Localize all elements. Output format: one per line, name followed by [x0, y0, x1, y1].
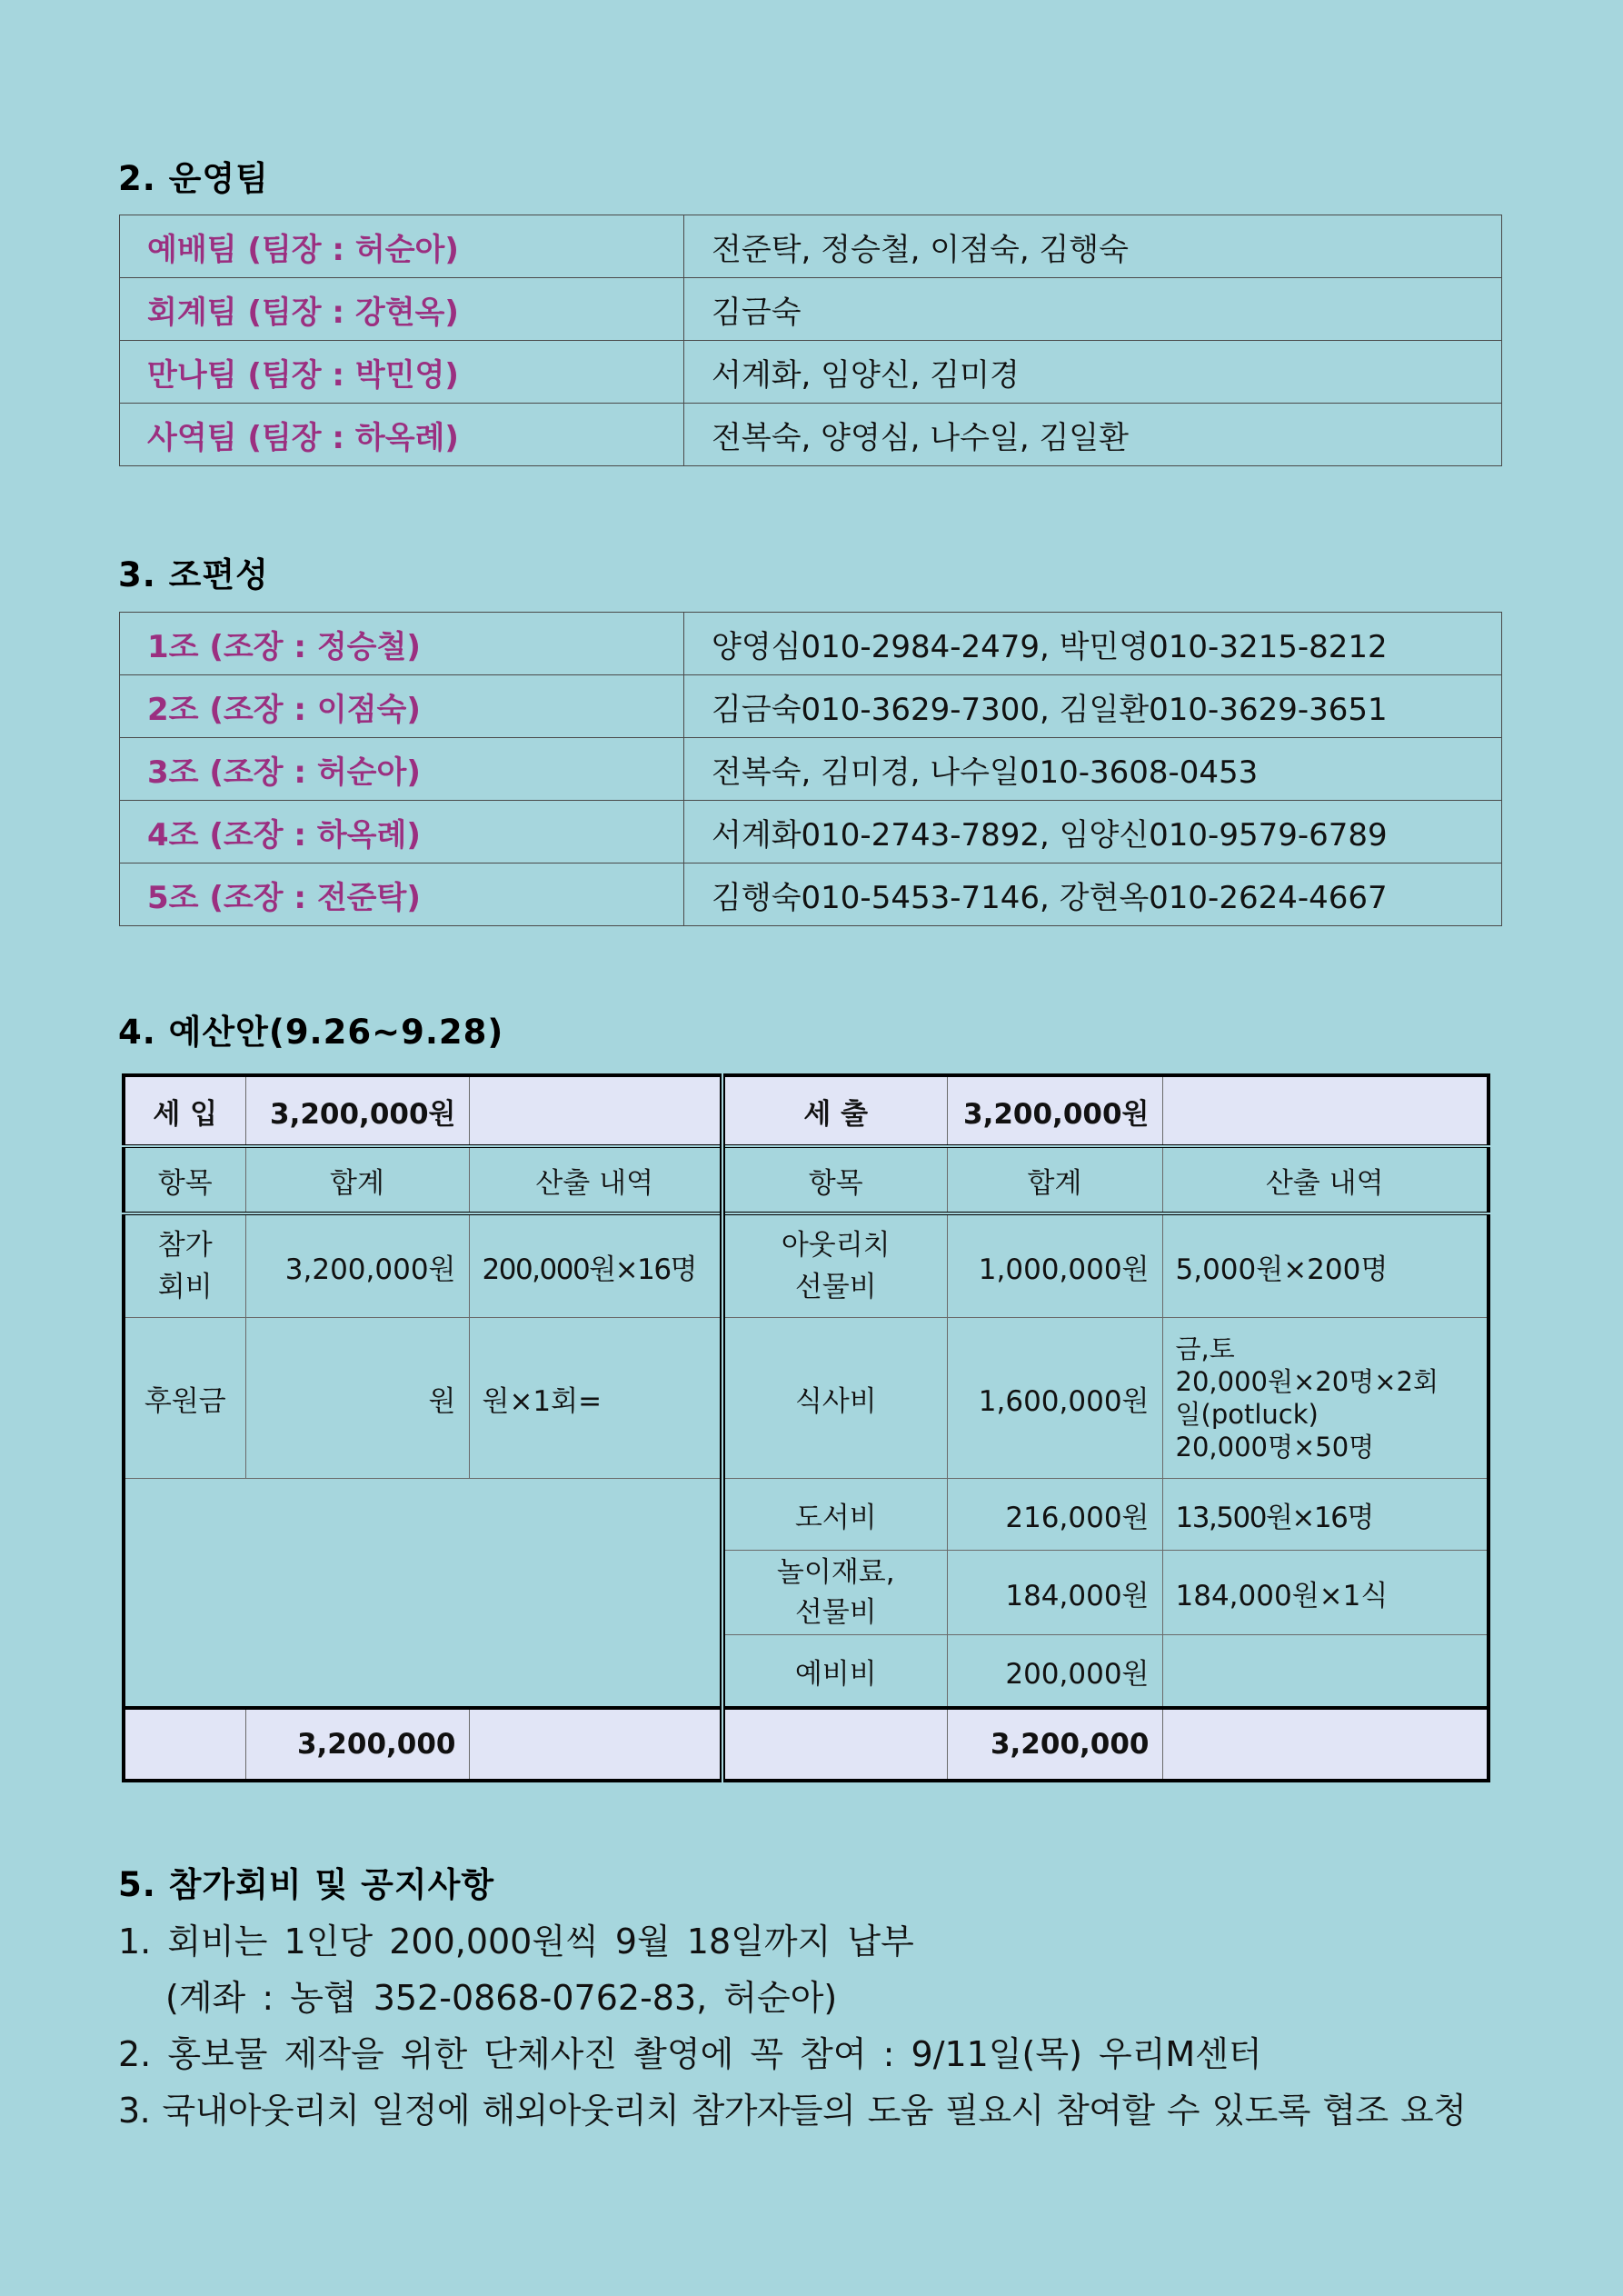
expense-sum: 184,000원	[947, 1551, 1162, 1635]
col-header-item: 항목	[722, 1146, 947, 1213]
operations-team-table	[119, 215, 1502, 466]
expense-item: 예비비	[722, 1635, 947, 1709]
empty-cell	[124, 1708, 245, 1781]
income-detail: 200,000원×16명	[469, 1213, 722, 1318]
empty-cell	[469, 1708, 722, 1781]
group-lead-cell: 3조 (조장 : 허순아)	[120, 738, 684, 801]
group-members-cell: 김행숙010-5453-7146, 강현옥010-2624-4667	[684, 863, 1502, 926]
expense-item: 아웃리치 선물비	[722, 1213, 947, 1318]
group-lead-cell: 1조 (조장 : 정승철)	[120, 613, 684, 675]
section-5-title: 5. 참가회비 및 공지사항	[118, 1865, 495, 1904]
section-3-title: 3. 조편성	[118, 555, 269, 594]
notice-line: (계좌 : 농협 352-0868-0762-83, 허순아)	[165, 1978, 838, 2018]
expense-item: 도서비	[722, 1479, 947, 1551]
table-row	[120, 738, 1502, 801]
col-header-item: 항목	[124, 1146, 245, 1213]
empty-cell	[469, 1075, 722, 1146]
notice-line: 1. 회비는 1인당 200,000원씩 9월 18일까지 납부	[118, 1922, 914, 1962]
section-2-title: 2. 운영팀	[118, 159, 269, 198]
expense-total: 3,200,000원	[947, 1075, 1162, 1146]
table-row	[124, 1318, 1489, 1479]
team-lead-cell: 예배팀 (팀장 : 허순아)	[120, 215, 684, 278]
expense-grand-total: 3,200,000	[947, 1708, 1162, 1781]
budget-column-header-row	[124, 1146, 1489, 1213]
expense-detail: 5,000원×200명	[1162, 1213, 1489, 1318]
table-row	[120, 278, 1502, 341]
expense-sum: 1,600,000원	[947, 1318, 1162, 1479]
empty-income-area	[124, 1479, 722, 1709]
empty-cell	[1162, 1708, 1489, 1781]
expense-sum: 216,000원	[947, 1479, 1162, 1551]
budget-total-row	[124, 1708, 1489, 1781]
income-sum: 3,200,000원	[245, 1213, 469, 1318]
table-row	[120, 215, 1502, 278]
section-4-title: 4. 예산안(9.26~9.28)	[118, 1013, 504, 1052]
table-row	[120, 675, 1502, 738]
col-header-detail: 산출 내역	[469, 1146, 722, 1213]
group-lead-cell: 2조 (조장 : 이점숙)	[120, 675, 684, 738]
expense-detail: 184,000원×1식	[1162, 1551, 1489, 1635]
income-grand-total: 3,200,000	[245, 1708, 469, 1781]
team-members-cell: 서계화, 임양신, 김미경	[684, 341, 1502, 404]
budget-summary-row	[124, 1075, 1489, 1146]
expense-sum: 1,000,000원	[947, 1213, 1162, 1318]
group-members-cell: 양영심010-2984-2479, 박민영010-3215-8212	[684, 613, 1502, 675]
group-lead-cell: 5조 (조장 : 전준탁)	[120, 863, 684, 926]
team-members-cell: 전준탁, 정승철, 이점숙, 김행숙	[684, 215, 1502, 278]
empty-cell	[722, 1708, 947, 1781]
col-header-detail: 산출 내역	[1162, 1146, 1489, 1213]
notice-line: 3. 국내아웃리치 일정에 해외아웃리치 참가자들의 도움 필요시 참여할 수 있도록 협조 요청	[118, 2091, 1467, 2131]
income-detail: 원×1회=	[469, 1318, 722, 1479]
team-members-cell: 김금숙	[684, 278, 1502, 341]
col-header-sum: 합계	[947, 1146, 1162, 1213]
income-sum: 원	[245, 1318, 469, 1479]
income-item: 참가 회비	[124, 1213, 245, 1318]
expense-label: 세 출	[722, 1075, 947, 1146]
expense-detail	[1162, 1635, 1489, 1709]
table-row	[120, 613, 1502, 675]
notice-line: 2. 홍보물 제작을 위한 단체사진 촬영에 꼭 참여 : 9/11일(목) 우리M센터	[118, 2034, 1262, 2074]
team-lead-cell: 만나팀 (팀장 : 박민영)	[120, 341, 684, 404]
empty-cell	[1162, 1075, 1489, 1146]
expense-detail: 금,토 20,000원×20명×2회 일(potluck) 20,000명×50명	[1162, 1318, 1489, 1479]
group-members-cell: 전복숙, 김미경, 나수일010-3608-0453	[684, 738, 1502, 801]
table-row	[120, 341, 1502, 404]
table-row	[124, 1213, 1489, 1318]
expense-sum: 200,000원	[947, 1635, 1162, 1709]
income-label: 세 입	[124, 1075, 245, 1146]
table-row	[120, 863, 1502, 926]
expense-detail: 13,500원×16명	[1162, 1479, 1489, 1551]
team-lead-cell: 회계팀 (팀장 : 강현옥)	[120, 278, 684, 341]
income-total: 3,200,000원	[245, 1075, 469, 1146]
team-members-cell: 전복숙, 양영심, 나수일, 김일환	[684, 404, 1502, 466]
group-members-cell: 김금숙010-3629-7300, 김일환010-3629-3651	[684, 675, 1502, 738]
budget-table	[122, 1073, 1490, 1782]
group-lead-cell: 4조 (조장 : 하옥례)	[120, 801, 684, 863]
col-header-sum: 합계	[245, 1146, 469, 1213]
group-members-cell: 서계화010-2743-7892, 임양신010-9579-6789	[684, 801, 1502, 863]
table-row	[120, 404, 1502, 466]
expense-item: 놀이재료, 선물비	[722, 1551, 947, 1635]
table-row	[120, 801, 1502, 863]
expense-item: 식사비	[722, 1318, 947, 1479]
income-item: 후원금	[124, 1318, 245, 1479]
group-assignment-table	[119, 612, 1502, 926]
team-lead-cell: 사역팀 (팀장 : 하옥례)	[120, 404, 684, 466]
table-row	[124, 1479, 1489, 1551]
